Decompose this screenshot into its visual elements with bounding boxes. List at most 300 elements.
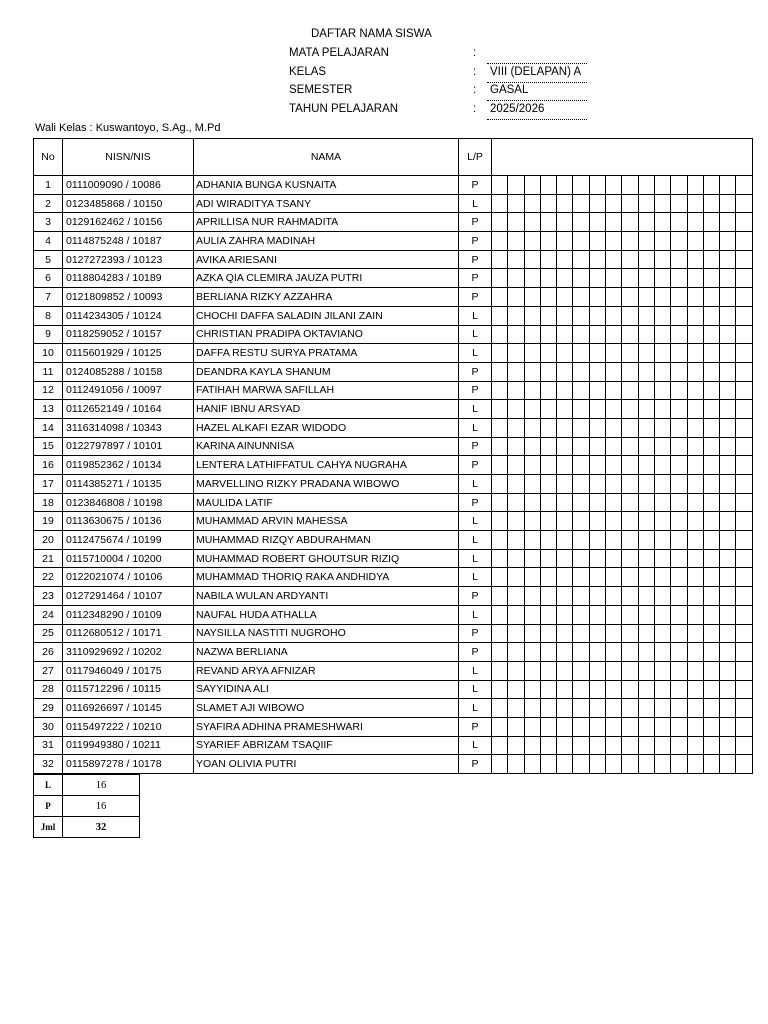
check-cell[interactable] — [703, 643, 719, 662]
check-cell[interactable] — [654, 418, 670, 437]
check-cell[interactable] — [573, 605, 589, 624]
check-cell[interactable] — [606, 250, 622, 269]
check-cell[interactable] — [557, 176, 573, 195]
check-cell[interactable] — [671, 250, 687, 269]
check-cell[interactable] — [671, 400, 687, 419]
check-cell[interactable] — [720, 437, 736, 456]
check-cell[interactable] — [622, 250, 638, 269]
check-cell[interactable] — [557, 587, 573, 606]
check-cell[interactable] — [736, 512, 752, 531]
check-cell[interactable] — [720, 475, 736, 494]
check-cell[interactable] — [540, 381, 556, 400]
check-cell[interactable] — [638, 493, 654, 512]
check-cell[interactable] — [638, 475, 654, 494]
check-cell[interactable] — [540, 213, 556, 232]
check-cell[interactable] — [622, 475, 638, 494]
check-cell[interactable] — [654, 661, 670, 680]
check-cell[interactable] — [606, 643, 622, 662]
check-cell[interactable] — [606, 213, 622, 232]
check-cell[interactable] — [589, 549, 605, 568]
check-cell[interactable] — [492, 418, 508, 437]
check-cell[interactable] — [492, 269, 508, 288]
check-cell[interactable] — [638, 717, 654, 736]
check-cell[interactable] — [736, 437, 752, 456]
check-cell[interactable] — [540, 661, 556, 680]
check-cell[interactable] — [524, 699, 540, 718]
check-cell[interactable] — [622, 736, 638, 755]
check-cell[interactable] — [703, 699, 719, 718]
check-cell[interactable] — [606, 624, 622, 643]
check-cell[interactable] — [654, 437, 670, 456]
check-cell[interactable] — [720, 717, 736, 736]
check-cell[interactable] — [736, 549, 752, 568]
check-cell[interactable] — [557, 475, 573, 494]
check-cell[interactable] — [654, 400, 670, 419]
check-cell[interactable] — [492, 362, 508, 381]
check-cell[interactable] — [671, 755, 687, 774]
check-cell[interactable] — [654, 344, 670, 363]
check-cell[interactable] — [557, 456, 573, 475]
check-cell[interactable] — [687, 717, 703, 736]
check-cell[interactable] — [654, 680, 670, 699]
check-cell[interactable] — [492, 531, 508, 550]
check-cell[interactable] — [654, 605, 670, 624]
check-cell[interactable] — [622, 306, 638, 325]
check-cell[interactable] — [589, 437, 605, 456]
check-cell[interactable] — [573, 587, 589, 606]
check-cell[interactable] — [606, 493, 622, 512]
check-cell[interactable] — [622, 362, 638, 381]
check-cell[interactable] — [703, 736, 719, 755]
check-cell[interactable] — [654, 699, 670, 718]
check-cell[interactable] — [622, 418, 638, 437]
check-cell[interactable] — [622, 288, 638, 307]
check-cell[interactable] — [687, 176, 703, 195]
check-cell[interactable] — [557, 325, 573, 344]
check-cell[interactable] — [557, 232, 573, 251]
check-cell[interactable] — [557, 755, 573, 774]
check-cell[interactable] — [508, 437, 524, 456]
check-cell[interactable] — [654, 176, 670, 195]
check-cell[interactable] — [540, 624, 556, 643]
check-cell[interactable] — [720, 736, 736, 755]
check-cell[interactable] — [720, 549, 736, 568]
check-cell[interactable] — [736, 717, 752, 736]
check-cell[interactable] — [703, 325, 719, 344]
check-cell[interactable] — [720, 418, 736, 437]
check-cell[interactable] — [540, 176, 556, 195]
check-cell[interactable] — [557, 381, 573, 400]
check-cell[interactable] — [492, 568, 508, 587]
check-cell[interactable] — [703, 605, 719, 624]
check-cell[interactable] — [492, 475, 508, 494]
check-cell[interactable] — [703, 512, 719, 531]
check-cell[interactable] — [524, 418, 540, 437]
check-cell[interactable] — [589, 736, 605, 755]
check-cell[interactable] — [687, 605, 703, 624]
check-cell[interactable] — [736, 643, 752, 662]
check-cell[interactable] — [540, 643, 556, 662]
check-cell[interactable] — [703, 418, 719, 437]
check-cell[interactable] — [703, 306, 719, 325]
check-cell[interactable] — [508, 456, 524, 475]
check-cell[interactable] — [654, 194, 670, 213]
check-cell[interactable] — [573, 643, 589, 662]
check-cell[interactable] — [573, 400, 589, 419]
check-cell[interactable] — [508, 699, 524, 718]
check-cell[interactable] — [573, 232, 589, 251]
check-cell[interactable] — [720, 344, 736, 363]
check-cell[interactable] — [622, 717, 638, 736]
check-cell[interactable] — [703, 437, 719, 456]
check-cell[interactable] — [589, 362, 605, 381]
check-cell[interactable] — [671, 176, 687, 195]
check-cell[interactable] — [540, 344, 556, 363]
check-cell[interactable] — [638, 661, 654, 680]
check-cell[interactable] — [687, 568, 703, 587]
check-cell[interactable] — [687, 549, 703, 568]
check-cell[interactable] — [671, 568, 687, 587]
check-cell[interactable] — [687, 213, 703, 232]
check-cell[interactable] — [736, 306, 752, 325]
check-cell[interactable] — [654, 493, 670, 512]
check-cell[interactable] — [557, 269, 573, 288]
check-cell[interactable] — [524, 213, 540, 232]
check-cell[interactable] — [557, 418, 573, 437]
check-cell[interactable] — [508, 418, 524, 437]
check-cell[interactable] — [736, 176, 752, 195]
check-cell[interactable] — [606, 400, 622, 419]
check-cell[interactable] — [654, 531, 670, 550]
check-cell[interactable] — [492, 288, 508, 307]
check-cell[interactable] — [606, 680, 622, 699]
check-cell[interactable] — [524, 269, 540, 288]
check-cell[interactable] — [508, 512, 524, 531]
check-cell[interactable] — [524, 176, 540, 195]
check-cell[interactable] — [638, 325, 654, 344]
check-cell[interactable] — [671, 269, 687, 288]
check-cell[interactable] — [524, 344, 540, 363]
check-cell[interactable] — [720, 605, 736, 624]
check-cell[interactable] — [638, 736, 654, 755]
check-cell[interactable] — [589, 531, 605, 550]
check-cell[interactable] — [654, 512, 670, 531]
check-cell[interactable] — [573, 736, 589, 755]
check-cell[interactable] — [703, 680, 719, 699]
check-cell[interactable] — [524, 456, 540, 475]
check-cell[interactable] — [589, 325, 605, 344]
check-cell[interactable] — [492, 176, 508, 195]
check-cell[interactable] — [508, 288, 524, 307]
check-cell[interactable] — [622, 680, 638, 699]
check-cell[interactable] — [589, 587, 605, 606]
check-cell[interactable] — [606, 475, 622, 494]
check-cell[interactable] — [638, 624, 654, 643]
check-cell[interactable] — [589, 250, 605, 269]
check-cell[interactable] — [606, 717, 622, 736]
check-cell[interactable] — [736, 232, 752, 251]
check-cell[interactable] — [638, 362, 654, 381]
check-cell[interactable] — [703, 250, 719, 269]
check-cell[interactable] — [557, 493, 573, 512]
check-cell[interactable] — [524, 568, 540, 587]
check-cell[interactable] — [606, 306, 622, 325]
check-cell[interactable] — [557, 288, 573, 307]
check-cell[interactable] — [540, 736, 556, 755]
check-cell[interactable] — [720, 306, 736, 325]
check-cell[interactable] — [736, 699, 752, 718]
check-cell[interactable] — [492, 493, 508, 512]
check-cell[interactable] — [687, 643, 703, 662]
check-cell[interactable] — [736, 288, 752, 307]
check-cell[interactable] — [687, 306, 703, 325]
check-cell[interactable] — [654, 624, 670, 643]
check-cell[interactable] — [622, 400, 638, 419]
check-cell[interactable] — [557, 250, 573, 269]
check-cell[interactable] — [720, 400, 736, 419]
check-cell[interactable] — [540, 475, 556, 494]
check-cell[interactable] — [720, 194, 736, 213]
check-cell[interactable] — [654, 213, 670, 232]
check-cell[interactable] — [589, 755, 605, 774]
check-cell[interactable] — [687, 456, 703, 475]
check-cell[interactable] — [573, 512, 589, 531]
check-cell[interactable] — [687, 362, 703, 381]
check-cell[interactable] — [492, 699, 508, 718]
check-cell[interactable] — [736, 736, 752, 755]
check-cell[interactable] — [540, 418, 556, 437]
check-cell[interactable] — [622, 456, 638, 475]
check-cell[interactable] — [492, 661, 508, 680]
check-cell[interactable] — [703, 531, 719, 550]
check-cell[interactable] — [508, 549, 524, 568]
check-cell[interactable] — [508, 250, 524, 269]
check-cell[interactable] — [589, 568, 605, 587]
check-cell[interactable] — [720, 624, 736, 643]
check-cell[interactable] — [622, 512, 638, 531]
check-cell[interactable] — [638, 306, 654, 325]
check-cell[interactable] — [703, 269, 719, 288]
check-cell[interactable] — [622, 755, 638, 774]
check-cell[interactable] — [703, 288, 719, 307]
check-cell[interactable] — [736, 661, 752, 680]
check-cell[interactable] — [687, 624, 703, 643]
check-cell[interactable] — [508, 736, 524, 755]
check-cell[interactable] — [540, 699, 556, 718]
check-cell[interactable] — [720, 680, 736, 699]
check-cell[interactable] — [589, 680, 605, 699]
check-cell[interactable] — [589, 269, 605, 288]
check-cell[interactable] — [508, 568, 524, 587]
check-cell[interactable] — [671, 456, 687, 475]
check-cell[interactable] — [492, 680, 508, 699]
check-cell[interactable] — [736, 250, 752, 269]
check-cell[interactable] — [654, 643, 670, 662]
check-cell[interactable] — [524, 531, 540, 550]
check-cell[interactable] — [573, 661, 589, 680]
check-cell[interactable] — [638, 755, 654, 774]
check-cell[interactable] — [589, 381, 605, 400]
check-cell[interactable] — [622, 325, 638, 344]
check-cell[interactable] — [703, 624, 719, 643]
check-cell[interactable] — [703, 717, 719, 736]
check-cell[interactable] — [703, 381, 719, 400]
check-cell[interactable] — [638, 549, 654, 568]
check-cell[interactable] — [703, 661, 719, 680]
check-cell[interactable] — [508, 531, 524, 550]
check-cell[interactable] — [540, 549, 556, 568]
check-cell[interactable] — [589, 475, 605, 494]
check-cell[interactable] — [557, 437, 573, 456]
check-cell[interactable] — [508, 306, 524, 325]
check-cell[interactable] — [687, 531, 703, 550]
check-cell[interactable] — [606, 344, 622, 363]
check-cell[interactable] — [589, 624, 605, 643]
check-cell[interactable] — [589, 344, 605, 363]
check-cell[interactable] — [638, 418, 654, 437]
check-cell[interactable] — [492, 437, 508, 456]
check-cell[interactable] — [671, 717, 687, 736]
check-cell[interactable] — [654, 269, 670, 288]
check-cell[interactable] — [671, 680, 687, 699]
check-cell[interactable] — [622, 213, 638, 232]
check-cell[interactable] — [703, 456, 719, 475]
check-cell[interactable] — [540, 605, 556, 624]
check-cell[interactable] — [540, 755, 556, 774]
check-cell[interactable] — [557, 643, 573, 662]
check-cell[interactable] — [687, 475, 703, 494]
check-cell[interactable] — [492, 250, 508, 269]
check-cell[interactable] — [671, 362, 687, 381]
check-cell[interactable] — [508, 325, 524, 344]
check-cell[interactable] — [720, 176, 736, 195]
check-cell[interactable] — [508, 400, 524, 419]
check-cell[interactable] — [573, 437, 589, 456]
check-cell[interactable] — [557, 568, 573, 587]
check-cell[interactable] — [524, 643, 540, 662]
check-cell[interactable] — [589, 661, 605, 680]
check-cell[interactable] — [492, 512, 508, 531]
check-cell[interactable] — [508, 717, 524, 736]
check-cell[interactable] — [687, 400, 703, 419]
check-cell[interactable] — [557, 680, 573, 699]
check-cell[interactable] — [508, 680, 524, 699]
check-cell[interactable] — [508, 232, 524, 251]
check-cell[interactable] — [589, 194, 605, 213]
check-cell[interactable] — [589, 456, 605, 475]
check-cell[interactable] — [492, 624, 508, 643]
check-cell[interactable] — [573, 250, 589, 269]
check-cell[interactable] — [573, 699, 589, 718]
check-cell[interactable] — [638, 176, 654, 195]
check-cell[interactable] — [524, 661, 540, 680]
check-cell[interactable] — [703, 176, 719, 195]
check-cell[interactable] — [654, 288, 670, 307]
check-cell[interactable] — [606, 381, 622, 400]
check-cell[interactable] — [557, 661, 573, 680]
check-cell[interactable] — [654, 568, 670, 587]
check-cell[interactable] — [736, 475, 752, 494]
check-cell[interactable] — [557, 699, 573, 718]
check-cell[interactable] — [557, 531, 573, 550]
check-cell[interactable] — [524, 512, 540, 531]
check-cell[interactable] — [654, 381, 670, 400]
check-cell[interactable] — [671, 344, 687, 363]
check-cell[interactable] — [492, 605, 508, 624]
check-cell[interactable] — [573, 531, 589, 550]
check-cell[interactable] — [589, 493, 605, 512]
check-cell[interactable] — [671, 661, 687, 680]
check-cell[interactable] — [573, 194, 589, 213]
check-cell[interactable] — [540, 288, 556, 307]
check-cell[interactable] — [671, 643, 687, 662]
check-cell[interactable] — [524, 306, 540, 325]
check-cell[interactable] — [671, 549, 687, 568]
check-cell[interactable] — [606, 269, 622, 288]
check-cell[interactable] — [687, 587, 703, 606]
check-cell[interactable] — [638, 587, 654, 606]
check-cell[interactable] — [638, 194, 654, 213]
check-cell[interactable] — [622, 344, 638, 363]
check-cell[interactable] — [492, 213, 508, 232]
check-cell[interactable] — [540, 194, 556, 213]
check-cell[interactable] — [687, 493, 703, 512]
check-cell[interactable] — [720, 288, 736, 307]
check-cell[interactable] — [638, 643, 654, 662]
check-cell[interactable] — [687, 512, 703, 531]
check-cell[interactable] — [638, 213, 654, 232]
check-cell[interactable] — [508, 475, 524, 494]
check-cell[interactable] — [720, 568, 736, 587]
check-cell[interactable] — [508, 624, 524, 643]
check-cell[interactable] — [589, 643, 605, 662]
check-cell[interactable] — [703, 194, 719, 213]
check-cell[interactable] — [654, 475, 670, 494]
check-cell[interactable] — [720, 531, 736, 550]
check-cell[interactable] — [638, 381, 654, 400]
check-cell[interactable] — [573, 288, 589, 307]
check-cell[interactable] — [508, 661, 524, 680]
check-cell[interactable] — [671, 381, 687, 400]
check-cell[interactable] — [524, 400, 540, 419]
check-cell[interactable] — [736, 344, 752, 363]
check-cell[interactable] — [671, 512, 687, 531]
check-cell[interactable] — [589, 306, 605, 325]
check-cell[interactable] — [703, 400, 719, 419]
check-cell[interactable] — [703, 362, 719, 381]
check-cell[interactable] — [524, 381, 540, 400]
check-cell[interactable] — [524, 362, 540, 381]
check-cell[interactable] — [508, 344, 524, 363]
check-cell[interactable] — [492, 755, 508, 774]
check-cell[interactable] — [557, 605, 573, 624]
check-cell[interactable] — [606, 568, 622, 587]
check-cell[interactable] — [573, 717, 589, 736]
check-cell[interactable] — [606, 362, 622, 381]
check-cell[interactable] — [524, 493, 540, 512]
check-cell[interactable] — [524, 475, 540, 494]
check-cell[interactable] — [654, 325, 670, 344]
check-cell[interactable] — [540, 512, 556, 531]
check-cell[interactable] — [638, 344, 654, 363]
check-cell[interactable] — [638, 568, 654, 587]
check-cell[interactable] — [589, 176, 605, 195]
check-cell[interactable] — [557, 194, 573, 213]
check-cell[interactable] — [492, 717, 508, 736]
check-cell[interactable] — [606, 605, 622, 624]
check-cell[interactable] — [606, 325, 622, 344]
check-cell[interactable] — [492, 456, 508, 475]
